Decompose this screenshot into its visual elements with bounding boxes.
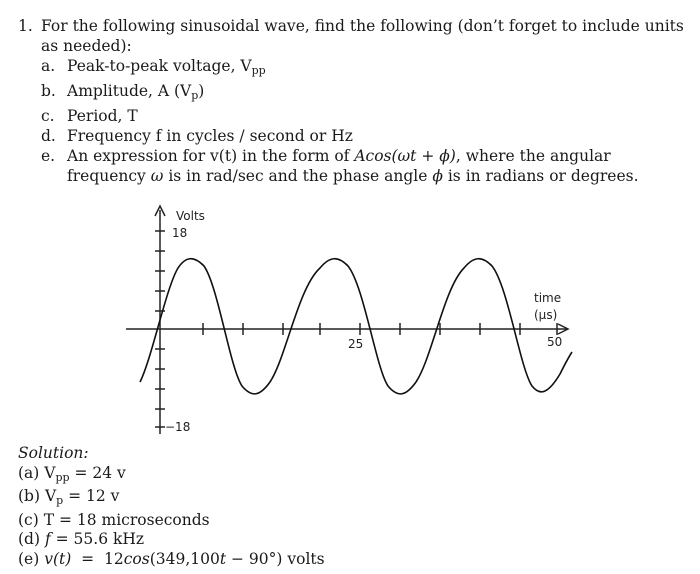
x-tick-label-50: 50 [547, 335, 563, 349]
item-c: c. Period, T [41, 107, 138, 125]
question-block [18, 16, 688, 186]
y-axis-label: Volts [176, 209, 205, 223]
solution-line-d: (d) f = 55.6 kHz [18, 530, 145, 548]
item-d: d. Frequency f in cycles / second or Hz [41, 127, 353, 145]
solution-line-a: (a) $V_{pp} = 24$ v [18, 463, 126, 484]
y-min-label: −18 [165, 420, 191, 434]
y-max-label: 18 [172, 226, 188, 240]
question-items [41, 56, 688, 186]
item-a: a. Peak-to-peak voltage, $V_{pp}$ [41, 57, 266, 77]
x-axis-label: time [534, 291, 562, 305]
question-stem: For the following sinusoidal wave, find the following (don’t forget to include units as needed): [41, 17, 684, 55]
x-tick-label-25: 25 [348, 337, 364, 351]
solution-line-e: (e) v(t) = 12cos(349,100t − 90°) volts [18, 549, 325, 568]
item-b: b. Amplitude, A $(V_p)$ [41, 82, 205, 102]
item-e: e. An expression for v(t) in the form of Acos(ωt + ϕ), where the angular frequency ω is in rad/sec and the phase angle ϕ is in radians or degrees. [41, 147, 639, 185]
x-axis-unit: (μs) [534, 308, 558, 322]
solution-line-b: (b) $V_p = 12$ v [18, 487, 120, 507]
sine-wave-graph [120, 198, 590, 438]
solution-heading: Solution: [18, 444, 89, 462]
solution-line-c: (c) T = 18 microseconds [18, 510, 210, 529]
solution-block [18, 444, 325, 569]
sine-wave [140, 259, 572, 394]
question-number: 1. [18, 17, 33, 35]
